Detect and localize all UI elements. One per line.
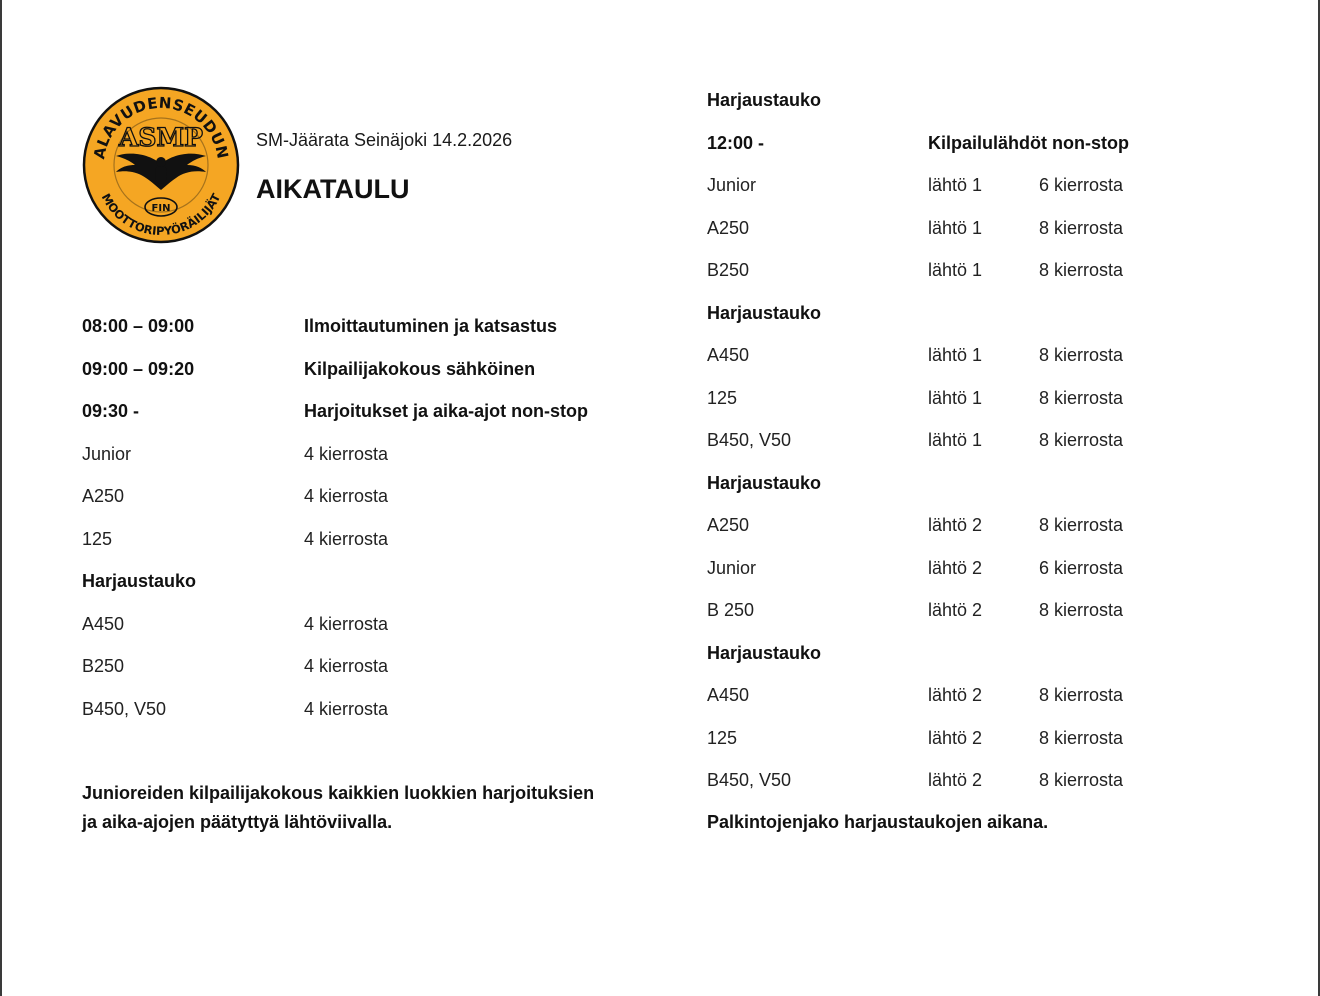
row-detail: 4 kierrosta (304, 613, 389, 634)
row-label: Junior (707, 175, 757, 195)
row-label: B250 (82, 656, 125, 676)
row-label: Junior (82, 443, 132, 464)
row-detail: Harjoitukset ja aika-ajot non-stop (304, 401, 589, 421)
row-detail: Ilmoittautuminen ja katsastus (304, 316, 558, 336)
junior-meeting-note (82, 779, 594, 837)
row-laps: 8 kierrosta (1039, 217, 1124, 238)
club-logo (82, 86, 240, 244)
row-label: 125 (82, 528, 113, 549)
row-laps: 6 kierrosta (1039, 175, 1124, 195)
logo-country: FIN (151, 203, 171, 214)
logo-monogram: ASMP (119, 123, 203, 152)
row-laps: 8 kierrosta (1039, 770, 1124, 790)
row-laps: 8 kierrosta (1039, 600, 1124, 620)
row-detail: 4 kierrosta (304, 656, 389, 676)
row-label: B450, V50 (82, 698, 167, 719)
row-laps: 8 kierrosta (1039, 260, 1124, 280)
row-label: 08:00 – 09:00 (82, 316, 195, 336)
row-detail: lähtö 2 (928, 515, 983, 535)
row-detail: lähtö 1 (928, 217, 983, 238)
row-detail: lähtö 2 (928, 685, 983, 705)
row-detail: lähtö 1 (928, 345, 983, 365)
row-label: A250 (82, 486, 125, 506)
row-detail: lähtö 1 (928, 387, 983, 408)
row-label: Harjaustauko (82, 571, 197, 591)
row-detail: lähtö 1 (928, 430, 983, 450)
row-label: B250 (707, 260, 750, 280)
row-detail: 4 kierrosta (304, 486, 389, 506)
row-laps: 8 kierrosta (1039, 345, 1124, 365)
prize-ceremony-note: Palkintojenjako harjaustaukojen aikana. (707, 812, 1049, 832)
row-detail: lähtö 1 (928, 260, 983, 280)
row-detail: 4 kierrosta (304, 698, 389, 719)
row-label: Harjaustauko (707, 472, 822, 493)
eagle-icon (82, 86, 240, 244)
event-name: SM-Jäärata Seinäjoki 14.2.2026 (256, 130, 513, 150)
note-line: ja aika-ajojen päätyttyä lähtöviivalla. (82, 812, 393, 832)
page-border-left (0, 0, 2, 996)
row-label: A450 (707, 685, 750, 705)
row-label: 09:00 – 09:20 (82, 358, 195, 379)
row-label: 125 (707, 387, 738, 408)
row-detail: Kilpailulähdöt non-stop (928, 132, 1129, 153)
note-line: Junioreiden kilpailijakokous kaikkien luokkien harjoituksien (82, 783, 595, 803)
row-label: B450, V50 (707, 430, 792, 450)
row-laps: 8 kierrosta (1039, 430, 1124, 450)
row-label: A450 (82, 613, 125, 634)
row-detail: 4 kierrosta (304, 528, 389, 549)
row-label: 09:30 - (82, 401, 140, 421)
row-laps: 8 kierrosta (1039, 515, 1124, 535)
row-label: 125 (707, 727, 738, 748)
row-label: A450 (707, 345, 750, 365)
row-detail: lähtö 1 (928, 175, 983, 195)
row-laps: 6 kierrosta (1039, 557, 1124, 578)
row-label: Harjaustauko (707, 302, 822, 323)
logo-bottom-text: MOOTTORIPYÖRÄILIJÄT (98, 191, 224, 239)
row-label: Junior (707, 557, 757, 578)
row-detail: lähtö 2 (928, 727, 983, 748)
logo-top-text: ALAVUDENSEUDUN (90, 93, 232, 161)
row-label: A250 (707, 515, 750, 535)
row-label: B450, V50 (707, 770, 792, 790)
row-detail: 4 kierrosta (304, 443, 389, 464)
row-laps: 8 kierrosta (1039, 685, 1124, 705)
row-detail: lähtö 2 (928, 557, 983, 578)
row-label: 12:00 - (707, 132, 765, 153)
row-label: B 250 (707, 600, 755, 620)
row-label: Harjaustauko (707, 642, 822, 663)
page-title: AIKATAULU (256, 174, 410, 204)
row-label: Harjaustauko (707, 90, 822, 110)
row-laps: 8 kierrosta (1039, 387, 1124, 408)
row-detail: Kilpailijakokous sähköinen (304, 358, 536, 379)
row-label: A250 (707, 217, 750, 238)
row-laps: 8 kierrosta (1039, 727, 1124, 748)
row-detail: lähtö 2 (928, 600, 983, 620)
row-detail: lähtö 2 (928, 770, 983, 790)
